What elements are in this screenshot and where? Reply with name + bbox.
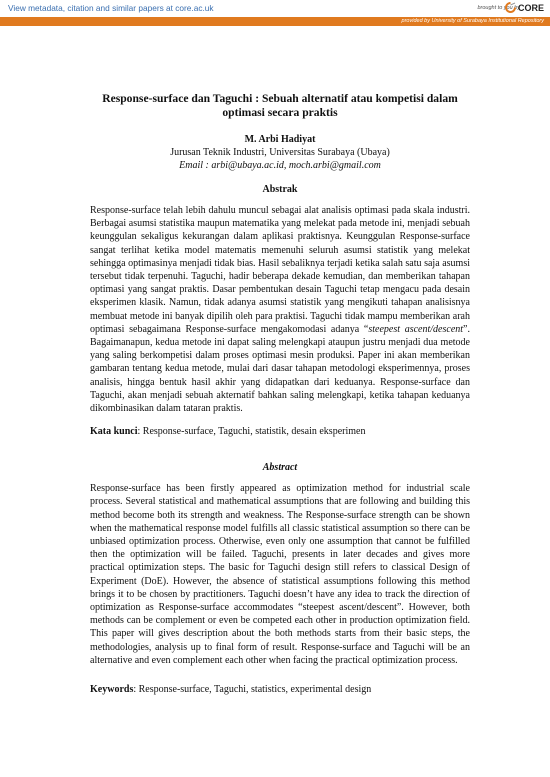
keywords <box>90 683 470 696</box>
core-logo[interactable] <box>505 2 544 13</box>
core-metadata-link[interactable]: View metadata, citation and similar papers at core.ac.uk <box>8 3 214 13</box>
core-logo-icon <box>505 2 516 13</box>
abstract-heading: Abstract <box>262 462 298 474</box>
core-provided-text: provided by University of Surabaya Institutional Repository <box>401 18 544 24</box>
kata-kunci <box>90 425 470 438</box>
kata-kunci-label: Kata kunci <box>90 426 138 438</box>
abstrak-text-pre: Response-surface telah lebih dahulu muncul sebagai alat analisis optimasi pada skala industri. Berbagai asumsi statistika maupun matematika yang melekat pada metode ini, menjadi sebuah keunggulan sekaligus kekurangan dalam aplikasi praktisnya. Keunggulan Response-surface sangat terlihat ketika model matematis memenuhi seluruh asumsi statistik yang melekat sehingga optimasinya menjadi tidak bias. Hasil sebaliknya terjadi ketika salah satu saja asumsi tersebut tidak terpenuhi. Taguchi, hadir beberapa dekade kemudian, dan memberikan tahapan optimasi yang sangat praktis. Dasar pembentukan desain Taguchi tetap mengacu pada desain eksperimen klasik. Namun, tidak adanya asumsi statistik yang mengikuti tahapan analisisnya membuat metode ini banyak dipilih oleh para praktisi. Taguchi tidak mampu memberikan arah optimasi sebagaimana Response-surface mengakomodasi adanya “ <box>90 205 470 335</box>
core-orange-strip <box>0 17 550 26</box>
abstrak-text-post: ”. Bagaimanapun, kedua metode ini dapat saling melengkapi ataupun justru menjadi dua metode yang saling berkompetisi dalam proses optimasi mesin produksi. Paper ini akan memberikan gambaran tentang kedua metode, mulai dari dasar tahapan metodologi eksperimennya, proses analisis, hingga bentuk hasil akhir yang didapatkan dari keduanya. Response-surface dan Taguchi, akan menjadi sebuah akternatif bahkan saling melengkapi, ketika tahapan keduanya dikombinasikan dalam tataran praktis. <box>90 323 470 415</box>
core-banner <box>0 0 550 26</box>
paper-title-line-2: optimasi secara praktis <box>222 106 338 119</box>
paper-title-line-1: Response-surface dan Taguchi : Sebuah alternatif atau kompetisi dalam <box>102 92 458 105</box>
kata-kunci-text: : Response-surface, Taguchi, statistik, desain eksperimen <box>137 426 366 438</box>
keywords-text: : Response-surface, Taguchi, statistics, experimental design <box>133 684 372 696</box>
core-brought-text: brought to you by <box>477 5 520 11</box>
paper-affiliation: Jurusan Teknik Industri, Universitas Surabaya (Ubaya) <box>170 147 390 158</box>
paper-page <box>90 92 470 696</box>
paper-email: Email : arbi@ubaya.ac.id, moch.arbi@gmail.com <box>179 160 381 171</box>
abstrak-text-italic: steepest ascent/descent <box>368 323 464 335</box>
keywords-label: Keywords <box>90 684 134 696</box>
core-banner-top <box>0 0 550 17</box>
abstrak-heading: Abstrak <box>262 184 298 195</box>
paper-author: M. Arbi Hadiyat <box>244 134 316 145</box>
abstrak-body <box>90 204 470 415</box>
paper-title <box>90 92 470 120</box>
core-logo-text: CORE <box>517 2 544 13</box>
abstract-body: Response-surface has been firstly appeared as optimization method for industrial scale process. Several statistical and mathematical assumptions that are following and building this method become both its strength and weakness. The Response-surface strength can be shown when the mathematical response model fulfills all classic statistical assumption so there can be unbiased optimization process. Otherwise, even only one assumption that cannot be fulfilled then the optimization will be failed. Taguchi, presents in later decades and gives more practical optimization steps. The basic for Taguchi design still refers to classical Design of Experiment (DoE). However, the absence of statistical assumptions following this method brings it to be chosen by practitioners. Taguchi doesn’t have any idea to track the direction of optimization as Response-surface accommodates “steepest ascent/descent”. However, both methods can be complement or even be competed each other in production optimization field. This paper will gives description about the both methods starts from their basic steps, the methodologies, analysis up to final form of result. Response-surface and Taguchi will be an alternative and even complement each other when facing the practical optimization process. <box>90 483 470 666</box>
